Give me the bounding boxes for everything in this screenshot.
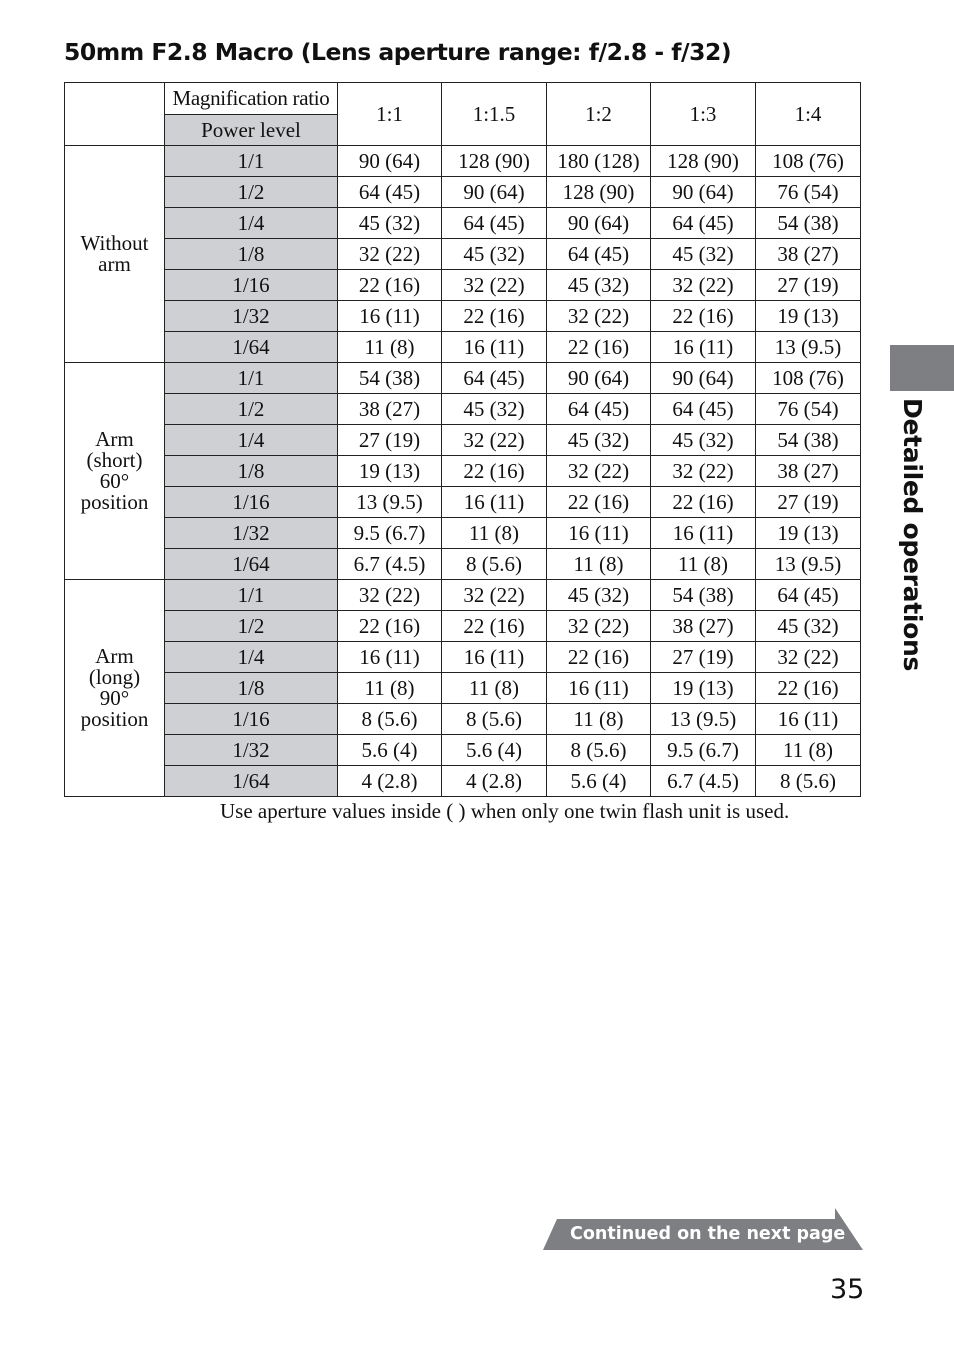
aperture-value-cell: 27 (19) [651,642,756,673]
aperture-value-cell: 64 (45) [651,394,756,425]
table-corner-cell [65,83,165,146]
power-level-cell: 1/1 [165,580,338,611]
power-level-cell: 1/1 [165,146,338,177]
ratio-header: 1:1 [338,83,442,146]
power-level-cell: 1/4 [165,642,338,673]
table-row [65,301,861,332]
aperture-note: Use aperture values inside ( ) when only one twin flash unit is used. [220,799,790,823]
aperture-value-cell: 32 (22) [442,425,547,456]
aperture-value-cell: 32 (22) [442,580,547,611]
aperture-value-cell: 8 (5.6) [756,766,861,797]
table-row [65,425,861,456]
aperture-value-cell: 16 (11) [756,704,861,735]
table-row [65,611,861,642]
aperture-value-cell: 19 (13) [338,456,442,487]
group-label-line: (short) [86,448,143,472]
aperture-value-cell: 13 (9.5) [756,549,861,580]
power-level-cell: 1/64 [165,766,338,797]
table-row [65,673,861,704]
power-level-cell: 1/8 [165,239,338,270]
aperture-value-cell: 27 (19) [756,270,861,301]
group-label-line: arm [98,252,131,276]
aperture-value-cell: 45 (32) [547,580,651,611]
aperture-value-cell: 54 (38) [756,425,861,456]
power-level-cell: 1/32 [165,735,338,766]
table-row [65,363,861,394]
aperture-value-cell: 32 (22) [442,270,547,301]
aperture-value-cell: 13 (9.5) [338,487,442,518]
aperture-value-cell: 64 (45) [756,580,861,611]
aperture-value-cell: 32 (22) [338,580,442,611]
power-level-cell: 1/32 [165,301,338,332]
aperture-value-cell: 64 (45) [651,208,756,239]
group-label-line: (long) [88,665,141,689]
aperture-value-cell: 90 (64) [338,146,442,177]
continued-label: Continued on the next page [570,1224,846,1244]
aperture-value-cell: 128 (90) [547,177,651,208]
table-row [65,642,861,673]
group-label-line: position [80,707,149,731]
aperture-value-cell: 19 (13) [651,673,756,704]
table-row [65,487,861,518]
aperture-value-cell: 32 (22) [651,456,756,487]
aperture-value-cell: 22 (16) [651,487,756,518]
table-row [65,177,861,208]
aperture-value-cell: 22 (16) [756,673,861,704]
table-header [65,83,861,146]
aperture-value-cell: 11 (8) [338,332,442,363]
aperture-value-cell: 22 (16) [651,301,756,332]
aperture-value-cell: 16 (11) [338,642,442,673]
aperture-value-cell: 22 (16) [547,642,651,673]
ratio-header: 1:2 [547,83,651,146]
aperture-value-cell: 180 (128) [547,146,651,177]
aperture-value-cell: 64 (45) [442,363,547,394]
aperture-value-cell: 22 (16) [442,301,547,332]
aperture-value-cell: 38 (27) [756,239,861,270]
aperture-value-cell: 9.5 (6.7) [651,735,756,766]
aperture-value-cell: 38 (27) [756,456,861,487]
aperture-value-cell: 27 (19) [756,487,861,518]
aperture-value-cell: 5.6 (4) [547,766,651,797]
aperture-value-cell: 90 (64) [547,363,651,394]
aperture-value-cell: 128 (90) [651,146,756,177]
power-level-cell: 1/8 [165,673,338,704]
aperture-value-cell: 4 (2.8) [338,766,442,797]
aperture-value-cell: 22 (16) [338,611,442,642]
aperture-value-cell: 45 (32) [651,425,756,456]
group-label-line: Arm [95,427,134,451]
power-level-cell: 1/64 [165,332,338,363]
group-label [65,146,165,363]
group-label-line: Without [80,231,149,255]
table-body [65,146,861,797]
aperture-value-cell: 13 (9.5) [756,332,861,363]
aperture-value-cell: 38 (27) [651,611,756,642]
aperture-value-cell: 22 (16) [338,270,442,301]
aperture-value-cell: 22 (16) [547,487,651,518]
table-row [65,580,861,611]
power-level-cell: 1/32 [165,518,338,549]
ratio-header: 1:4 [756,83,861,146]
aperture-value-cell: 45 (32) [547,270,651,301]
aperture-value-cell: 32 (22) [547,301,651,332]
power-level-cell: 1/16 [165,704,338,735]
table-row [65,518,861,549]
aperture-value-cell: 16 (11) [547,518,651,549]
power-level-cell: 1/16 [165,487,338,518]
aperture-value-cell: 6.7 (4.5) [338,549,442,580]
aperture-value-cell: 16 (11) [442,487,547,518]
aperture-value-cell: 108 (76) [756,146,861,177]
aperture-value-cell: 22 (16) [547,332,651,363]
aperture-value-cell: 64 (45) [547,239,651,270]
aperture-value-cell: 13 (9.5) [651,704,756,735]
aperture-value-cell: 90 (64) [651,363,756,394]
aperture-value-cell: 8 (5.6) [338,704,442,735]
power-level-cell: 1/4 [165,425,338,456]
aperture-value-cell: 38 (27) [338,394,442,425]
table-row [65,394,861,425]
aperture-value-cell: 45 (32) [547,425,651,456]
aperture-value-cell: 32 (22) [338,239,442,270]
aperture-value-cell: 6.7 (4.5) [651,766,756,797]
page-number: 35 [830,1274,865,1305]
aperture-value-cell: 16 (11) [651,518,756,549]
aperture-value-cell: 11 (8) [338,673,442,704]
power-level-cell: 1/2 [165,611,338,642]
table-row [65,270,861,301]
aperture-value-cell: 5.6 (4) [338,735,442,766]
aperture-value-cell: 64 (45) [547,394,651,425]
group-label-line: position [80,490,149,514]
group-label-line: 90° [99,686,130,710]
aperture-value-cell: 16 (11) [547,673,651,704]
aperture-value-cell: 8 (5.6) [442,704,547,735]
aperture-value-cell: 32 (22) [547,611,651,642]
table-row [65,146,861,177]
power-level-cell: 1/4 [165,208,338,239]
table-row [65,704,861,735]
table-row [65,766,861,797]
magnification-ratio-header: Magnification ratio [165,83,338,115]
power-level-cell: 1/2 [165,177,338,208]
table-row [65,239,861,270]
aperture-value-cell: 8 (5.6) [442,549,547,580]
aperture-value-cell: 11 (8) [547,704,651,735]
section-tab-label: Detailed operations [898,398,927,672]
table-row [65,332,861,363]
aperture-value-cell: 5.6 (4) [442,735,547,766]
aperture-value-cell: 54 (38) [651,580,756,611]
aperture-value-cell: 90 (64) [547,208,651,239]
ratio-header: 1:1.5 [442,83,547,146]
aperture-value-cell: 32 (22) [651,270,756,301]
page-title: 50mm F2.8 Macro (Lens aperture range: f/2.8 - f/32) [64,38,732,66]
aperture-value-cell: 64 (45) [442,208,547,239]
aperture-value-cell: 45 (32) [442,239,547,270]
power-level-cell: 1/2 [165,394,338,425]
group-label-line: 60° [99,469,130,493]
aperture-value-cell: 11 (8) [442,673,547,704]
aperture-value-cell: 45 (32) [756,611,861,642]
aperture-value-cell: 19 (13) [756,518,861,549]
aperture-value-cell: 16 (11) [442,642,547,673]
aperture-value-cell: 27 (19) [338,425,442,456]
aperture-value-cell: 32 (22) [547,456,651,487]
ratio-header: 1:3 [651,83,756,146]
group-label [65,363,165,580]
section-tab-marker [890,345,954,391]
power-level-cell: 1/1 [165,363,338,394]
aperture-value-cell: 54 (38) [338,363,442,394]
flash-aperture-table [64,82,861,797]
aperture-value-cell: 19 (13) [756,301,861,332]
power-level-header: Power level [165,115,338,146]
table-row [65,549,861,580]
group-label-line: Arm [95,644,134,668]
aperture-value-cell: 11 (8) [756,735,861,766]
aperture-value-cell: 11 (8) [651,549,756,580]
table-row [65,456,861,487]
aperture-value-cell: 22 (16) [442,611,547,642]
aperture-value-cell: 45 (32) [651,239,756,270]
aperture-value-cell: 16 (11) [442,332,547,363]
aperture-value-cell: 45 (32) [442,394,547,425]
aperture-value-cell: 8 (5.6) [547,735,651,766]
aperture-value-cell: 90 (64) [651,177,756,208]
aperture-value-cell: 76 (54) [756,394,861,425]
power-level-cell: 1/16 [165,270,338,301]
aperture-value-cell: 9.5 (6.7) [338,518,442,549]
power-level-cell: 1/64 [165,549,338,580]
aperture-value-cell: 128 (90) [442,146,547,177]
aperture-value-cell: 22 (16) [442,456,547,487]
table-row [65,735,861,766]
power-level-cell: 1/8 [165,456,338,487]
group-label [65,580,165,797]
aperture-value-cell: 11 (8) [442,518,547,549]
aperture-value-cell: 4 (2.8) [442,766,547,797]
aperture-value-cell: 11 (8) [547,549,651,580]
aperture-value-cell: 54 (38) [756,208,861,239]
table-row [65,208,861,239]
aperture-value-cell: 90 (64) [442,177,547,208]
aperture-value-cell: 45 (32) [338,208,442,239]
aperture-value-cell: 64 (45) [338,177,442,208]
aperture-value-cell: 76 (54) [756,177,861,208]
aperture-value-cell: 16 (11) [338,301,442,332]
aperture-value-cell: 32 (22) [756,642,861,673]
aperture-value-cell: 16 (11) [651,332,756,363]
continued-banner [543,1208,863,1250]
aperture-value-cell: 108 (76) [756,363,861,394]
